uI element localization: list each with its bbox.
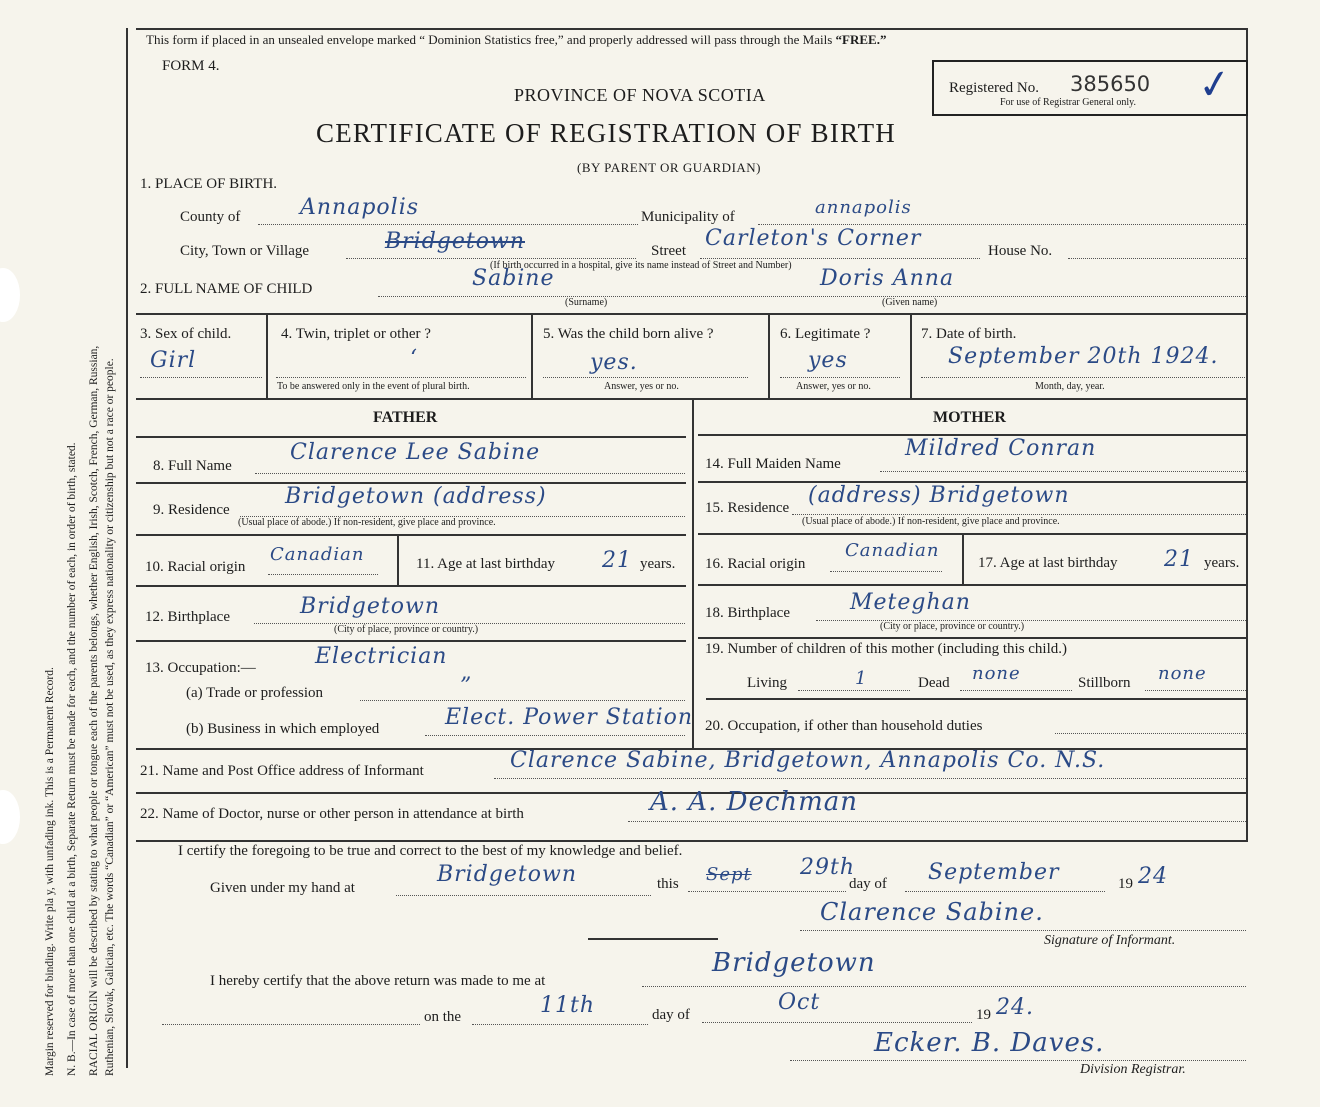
doctor-label: 22. Name of Doctor, nurse or other person in attendance at birth [140,806,524,822]
sex-label: 3. Sex of child. [140,326,232,342]
municipality-label: Municipality of [641,209,735,225]
frame-top [136,28,1248,30]
mother-dead-line [960,690,1072,691]
father-business-line [425,735,685,736]
legitimate-label: 6. Legitimate ? [780,326,871,342]
mother-residence-label: 15. Residence [705,500,790,516]
legitimate-line [780,377,900,378]
city-line [346,258,636,259]
mother-name-label: 14. Full Maiden Name [705,456,841,472]
informant-signature-caption: Signature of Informant. [1044,933,1176,948]
registrar-month-line [702,1022,972,1023]
margin-note-racial-origin-2: Ruthenian, Slovak, Galician, etc. The words “Canadian” or “American” must not be used, as they express nationality or citizenship but not a race or people. [104,358,116,1076]
mother-living-value: 1 [855,668,868,689]
informant-value: Clarence Sabine, Bridgetown, Annapolis Co. N.S. [510,748,1106,773]
registrar-statement: I hereby certify that the above return was made to me at [210,973,546,989]
day-of-label: day of [849,876,887,892]
sex-value: Girl [150,348,197,373]
mother-birthplace-label: 18. Birthplace [705,605,790,621]
hospital-note: (If birth occurred in a hospital, give its name instead of Street and Number) [490,260,792,271]
father-rule-4 [136,640,686,642]
informant-signature-line [800,930,1246,931]
rule-after-doctor [136,840,1248,842]
mail-notice [146,32,886,48]
registered-number: 385650 [1070,72,1151,96]
divider-5-6 [768,314,770,398]
alive-label: 5. Was the child born alive ? [543,326,714,342]
registrar-signature-line [790,1060,1246,1061]
mother-age-label: 17. Age at last birthday [978,555,1118,571]
father-racial-label: 10. Racial origin [145,559,246,575]
registrar-place-line [642,986,1246,987]
mother-residence-caption: (Usual place of abode.) If non-resident, give place and province. [802,516,1060,527]
mother-children-label: 19. Number of children of this mother (including this child.) [705,641,1068,657]
mail-notice-text: This form if placed in an unsealed envelope marked “ Dominion Statistics free,” and properly addressed will pass through the Mails [146,32,833,47]
city-label: City, Town or Village [180,243,310,259]
county-value: Annapolis [300,195,420,220]
given-label: Given under my hand at [210,880,355,896]
doctor-value: A. A. Dechman [650,787,859,817]
father-business-label: (b) Business in which employed [186,721,380,737]
county-line [258,224,638,225]
alive-value: yes. [590,350,638,375]
registrar-day-of-label: day of [652,1007,690,1023]
father-heading-rule [136,436,686,438]
margin-note-binding: Margin reserved for binding. Write pla y, with unfading ink. This is a Permanent Record. [44,667,56,1076]
father-rule-3 [136,585,686,587]
registrar-signature: Ecker. B. Daves. [874,1028,1105,1058]
father-residence-label: 9. Residence [153,502,230,518]
child-given-caption: (Given name) [882,297,938,308]
dob-caption: Month, day, year. [1035,381,1105,392]
registrar-day-line [472,1024,648,1025]
page-subtitle: (BY PARENT OR GUARDIAN) [577,160,762,175]
mother-dead-label: Dead [918,675,950,691]
mother-living-label: Living [747,675,787,691]
mother-stillborn-value: none [1158,663,1207,684]
informant-line [494,778,1246,779]
mother-racial-line [830,571,942,572]
province-heading: PROVINCE OF NOVA SCOTIA [514,85,766,105]
child-name-line [378,296,1246,297]
father-birthplace-caption: (City of place, province or country.) [334,624,479,635]
mail-notice-free: “FREE.” [835,32,887,47]
registrar-year-suffix: 24. [996,995,1034,1020]
child-surname-value: Sabine [472,266,555,291]
father-birthplace-label: 12. Birthplace [145,609,230,625]
legitimate-caption: Answer, yes or no. [796,381,871,392]
mother-name-line [880,471,1246,472]
form-number: FORM 4. [162,58,220,74]
father-racial-value: Canadian [270,544,365,565]
registrar-month-value: Oct [778,990,821,1015]
legitimate-value: yes [808,348,848,373]
given-month-line [905,891,1105,892]
child-surname-caption: (Surname) [565,297,608,308]
mother-stillborn-label: Stillborn [1078,675,1131,691]
father-residence-caption: (Usual place of abode.) If non-resident, give place and province. [238,517,496,528]
given-place-line [396,895,651,896]
mother-age-value: 21 [1164,547,1194,572]
father-racial-divider [397,535,399,585]
father-age-value: 21 [602,548,632,573]
city-value: Bridgetown [385,229,525,254]
municipality-line [758,224,1246,225]
mother-name-value: Mildred Conran [905,436,1097,461]
divider-3-4 [266,314,268,398]
registrar-prefix-line [162,1024,420,1025]
house-line [1068,258,1246,259]
father-business-value: Elect. Power Station [445,705,694,730]
father-birthplace-value: Bridgetown [300,594,440,619]
given-day-value: 29th [800,855,856,880]
mother-residence-value: (address) Bridgetown [808,483,1070,508]
father-racial-line [268,574,378,575]
given-year-prefix: 19 [1118,876,1133,892]
registrar-note: For use of Registrar General only. [1000,97,1136,108]
mother-birthplace-caption: (City or place, province or country.) [880,621,1025,632]
child-given-value: Doris Anna [820,266,955,291]
father-trade-line [360,700,685,701]
frame-right [1246,28,1248,840]
father-name-value: Clarence Lee Sabine [290,440,541,465]
on-the-label: on the [424,1009,462,1025]
doctor-line [628,821,1246,822]
mother-racial-divider [962,534,964,584]
certification-statement: I certify the foregoing to be true and correct to the best of my knowledge and belief. [178,843,683,859]
mother-occupation-line [1055,733,1246,734]
mother-residence-line [792,514,1246,515]
certification-divider [588,938,718,940]
sex-line [140,377,262,378]
county-label: County of [180,209,241,225]
father-trade-value: ” [460,674,473,699]
father-age-label: 11. Age at last birthday [416,556,555,572]
given-month-value: September [928,860,1060,885]
mother-rule-3 [698,584,1246,586]
dob-value: September 20th 1924. [948,344,1219,369]
mother-racial-value: Canadian [845,540,940,561]
registrar-day-value: 11th [540,993,596,1018]
mother-racial-label: 16. Racial origin [705,556,806,572]
mother-rule-5 [706,698,1246,700]
registrar-signature-caption: Division Registrar. [1080,1062,1186,1077]
given-year-suffix: 24 [1138,864,1168,889]
mother-rule-4 [698,637,1246,639]
given-day-line [688,891,846,892]
father-occupation-value: Electrician [315,644,448,669]
twin-value: ʻ [410,346,418,371]
mother-occupation-label: 20. Occupation, if other than household duties [705,718,983,734]
divider-4-5 [531,314,533,398]
father-name-label: 8. Full Name [153,458,232,474]
father-residence-value: Bridgetown (address) [285,484,547,509]
twin-caption: To be answered only in the event of plural birth. [277,381,470,392]
father-mother-divider [692,399,694,749]
registrar-place-value: Bridgetown [712,948,876,978]
twin-line [276,377,526,378]
dob-label: 7. Date of birth. [921,326,1017,342]
child-name-label: 2. FULL NAME OF CHILD [140,281,313,297]
mother-dead-value: none [972,663,1021,684]
place-of-birth-label: 1. PLACE OF BIRTH. [140,176,278,192]
divider-6-7 [910,314,912,398]
father-occupation-label: 13. Occupation:— [145,660,256,676]
street-label: Street [651,243,686,259]
margin-rule [126,28,128,1068]
page-title: CERTIFICATE OF REGISTRATION OF BIRTH [316,118,896,148]
informant-label: 21. Name and Post Office address of Informant [140,763,424,779]
alive-caption: Answer, yes or no. [604,381,679,392]
dob-line [921,377,1245,378]
father-heading: FATHER [373,409,438,426]
margin-note-multiple-birth: N. B.—In case of more than one child at a birth, Separate Return must be made for each, and the number of each, in order of birth, stated. [66,442,78,1076]
given-place-value: Bridgetown [437,862,577,887]
informant-signature: Clarence Sabine. [820,898,1044,926]
father-trade-label: (a) Trade or profession [186,685,324,701]
father-name-line [255,473,685,474]
father-age-unit: years. [640,556,676,572]
struck-word: Sept [706,864,752,885]
mother-rule-2 [698,533,1246,535]
mother-age-unit: years. [1204,555,1240,571]
mother-stillborn-line [1145,690,1246,691]
street-line [700,258,980,259]
municipality-value: annapolis [815,197,912,218]
mother-heading: MOTHER [933,409,1006,426]
binding-hole-top [0,268,20,322]
alive-line [543,377,748,378]
margin-note-racial-origin-1: RACIAL ORIGIN will be described by stating to what people or tongue each of the parents belongs, whether English, Irish, Scotch, French, German, Russian, [88,345,100,1076]
this-label: this [657,876,679,892]
father-rule-2 [136,534,686,536]
registered-label: Registered No. [949,80,1039,96]
mother-birthplace-value: Meteghan [850,590,971,615]
house-label: House No. [988,243,1053,259]
rule-after-name [136,313,1248,315]
check-mark-icon: ✓ [1194,59,1235,111]
binding-hole-bottom [0,790,20,844]
twin-label: 4. Twin, triplet or other ? [281,326,431,342]
street-value: Carleton's Corner [705,226,922,251]
registrar-year-prefix: 19 [976,1007,991,1023]
mother-living-line [798,690,910,691]
